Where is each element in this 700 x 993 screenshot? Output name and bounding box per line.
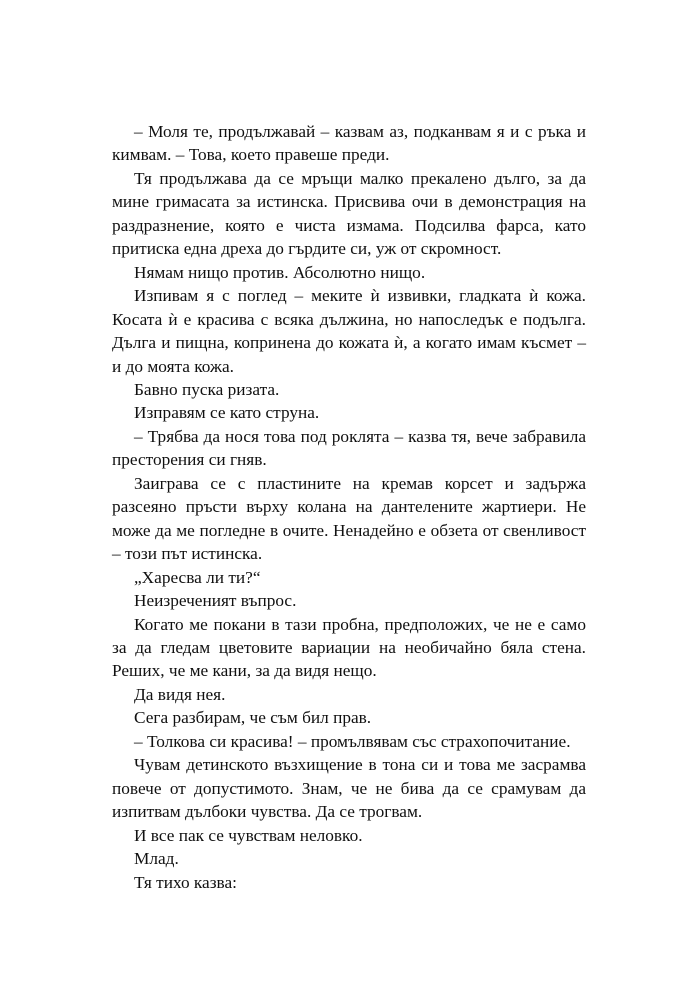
paragraph: Сега разбирам, че съм бил прав. <box>134 708 372 728</box>
paragraph: Млад. <box>134 849 179 869</box>
paragraph: И все пак се чувствам неловко. <box>134 825 363 845</box>
paragraph: Чувам детинското възхищение в тона си и това ме засрамва повече от допустимото. Знам, че не бива да се срамувам да изпитвам дълбоки чувства. Да се трогвам. <box>112 755 586 822</box>
paragraph: Неизреченият въпрос. <box>134 591 297 611</box>
paragraph: Бавно пуска ризата. <box>134 379 280 399</box>
paragraph: „Харесва ли ти?“ <box>134 567 261 587</box>
paragraph: Да видя нея. <box>134 684 226 704</box>
body-text <box>112 120 586 894</box>
paragraph: Заиграва се с пластините на кремав корсет и задържа разсеяно пръсти върху колана на дантелените жартиери. Не може да ме погледне в очите. Ненадейно е обзета от свенливост – този път истинска. <box>112 473 586 564</box>
paragraph: – Толкова си красива! – промълвявам със страхопочитание. <box>134 731 571 751</box>
paragraph: Изпивам я с поглед – меките ѝ извивки, гладката ѝ кожа. Косата ѝ е красива с всяка дължина, но напоследък е подълга. Дълга и пищна, копринена до кожата ѝ, а когато имам късмет – и до моята кожа. <box>112 286 586 376</box>
paragraph: – Моля те, продължавай – казвам аз, подканвам я и с ръка и кимвам. – Това, което правеше преди. <box>112 122 586 165</box>
paragraph: Когато ме покани в тази пробна, предположих, че не е само за да гледам цветовите вариации на необичайно бяла стена. Реших, че ме кани, за да видя нещо. <box>112 614 586 681</box>
paragraph: Тя тихо казва: <box>134 872 237 892</box>
paragraph: Нямам нищо против. Абсолютно нищо. <box>134 262 426 282</box>
paragraph: Тя продължава да се мръщи малко прекалено дълго, за да мине гримасата за истинска. Присвива очи в демонстрация на раздразнение, която е чиста измама. Подсилва фарса, като притиска една дреха до гърдите си, уж от скромност. <box>112 168 586 259</box>
paragraph: Изправям се като струна. <box>134 403 320 423</box>
paragraph: – Трябва да нося това под роклята – казва тя, вече забравила престорения си гняв. <box>112 426 586 470</box>
